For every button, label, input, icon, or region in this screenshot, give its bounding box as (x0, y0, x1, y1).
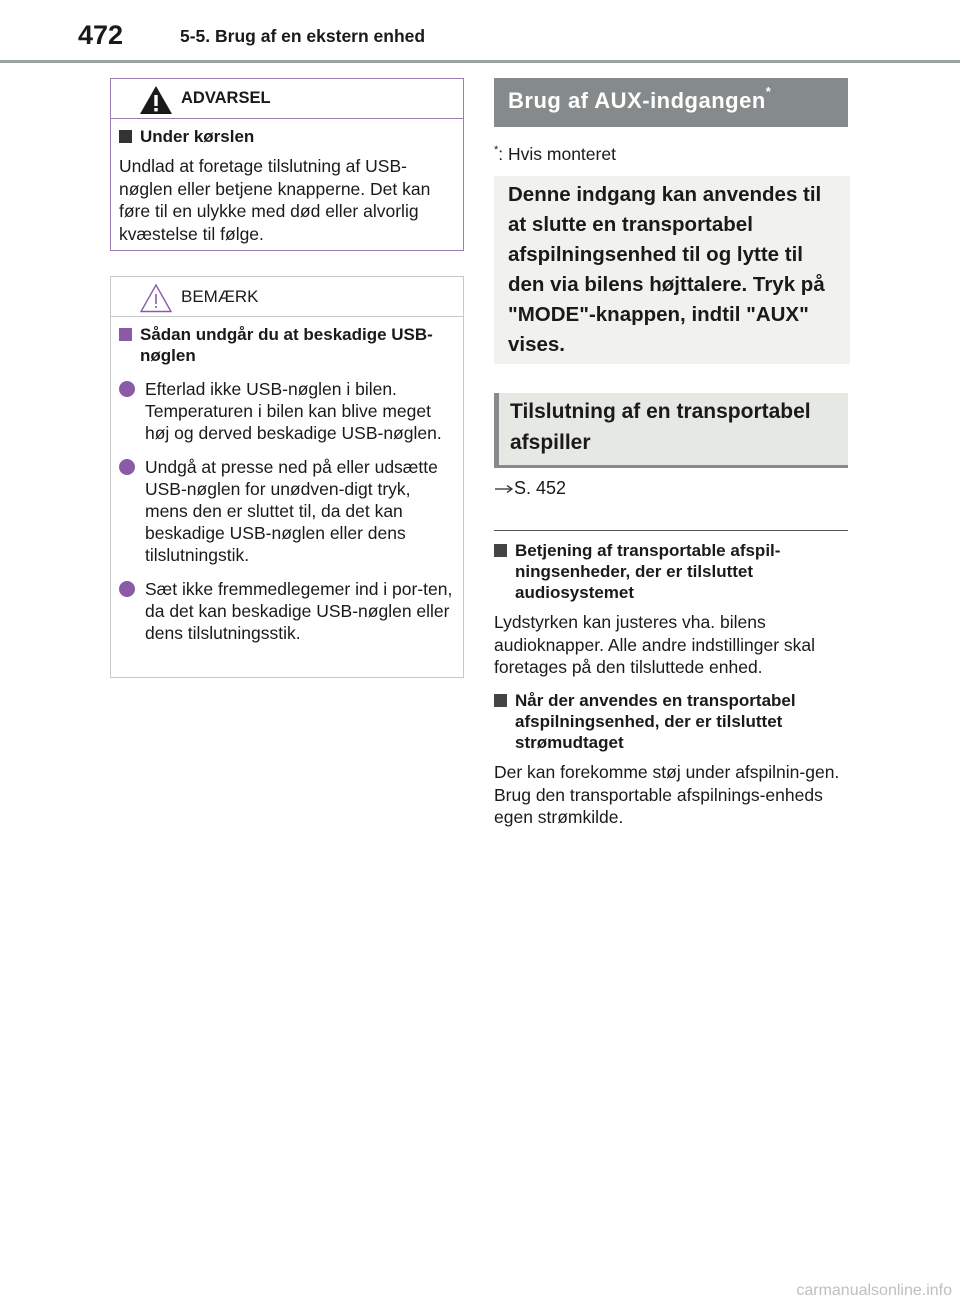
info-section (494, 688, 850, 829)
square-bullet-icon (119, 130, 132, 143)
info-heading (494, 540, 850, 603)
page-header (0, 0, 960, 64)
footnote (494, 144, 616, 165)
warning-box-header (111, 79, 463, 119)
info-heading-text: Når der anvendes en transportabel afspilningsenhed, der er tilsluttet strømudtaget (515, 691, 796, 752)
section-divider (494, 530, 848, 531)
notice-bullet (119, 378, 455, 444)
page-number: 472 (78, 20, 124, 50)
notice-bullet (119, 578, 455, 644)
intro-text: Denne indgang kan anvendes til at slutte en transportabel afspilningsenhed til og lytte til den via bilens højttalere. Tryk på "MODE"-knappen, indtil "AUX" vises. (508, 183, 825, 356)
info-text: Lydstyrken kan justeres vha. bilens audioknapper. Alle andre indstillinger skal foretages på den tilsluttede enhed. (494, 612, 816, 677)
notice-bullet-text: Sæt ikke fremmedlegemer ind i por-ten, da det kan beskadige USB-nøglen eller dens tilslutningsstik. (145, 579, 453, 643)
page-reference[interactable] (494, 478, 566, 499)
warning-box (110, 78, 464, 251)
subsection-title: Tilslutning af en transportabel afspiller (510, 400, 811, 454)
notice-body (111, 317, 463, 644)
warning-label: ADVARSEL (181, 89, 271, 107)
subsection-title-bar (494, 393, 848, 468)
warning-heading (119, 126, 455, 147)
warning-body (111, 119, 463, 245)
bullet-dot-icon (119, 459, 135, 475)
section-title-text: Brug af AUX-indgangen (508, 88, 766, 113)
notice-heading (119, 324, 455, 366)
notice-bullet-text: Efterlad ikke USB-nøglen i bilen. Temperaturen i bilen kan blive meget høj og derved beskadige USB-nøglen. (145, 379, 442, 443)
notice-label: BEMÆRK (181, 287, 259, 306)
chapter-title: 5-5. Brug af en ekstern enhed (180, 26, 426, 46)
warning-text: Undlad at foretage tilslutning af USB-nøglen eller betjene knapperne. Det kan føre til en ulykke med død eller alvorlig kvæstelse til følge. (119, 156, 431, 244)
notice-bullet (119, 456, 455, 566)
info-text: Der kan forekomme støj under afspilnin-gen. Brug den transportable afspilnings-enheds egen strømkilde. (494, 762, 840, 827)
info-heading (494, 690, 850, 753)
warning-icon (139, 85, 173, 115)
square-bullet-icon (119, 328, 132, 341)
square-bullet-icon (494, 544, 507, 557)
section-title (508, 84, 772, 114)
footnote-text: : Hvis monteret (498, 144, 616, 164)
square-bullet-icon (494, 694, 507, 707)
info-heading-text: Betjening af transportable afspil-ningsenheder, der er tilsluttet audiosystemet (515, 541, 781, 602)
bullet-dot-icon (119, 381, 135, 397)
section-title-bar (494, 78, 848, 127)
notice-box-header (111, 277, 463, 317)
intro-box (494, 176, 850, 364)
caution-outline-icon (139, 283, 173, 313)
arrow-right-icon (494, 484, 514, 494)
page-reference-text: S. 452 (514, 478, 567, 498)
notice-heading-text: Sådan undgår du at beskadige USB-nøglen (140, 325, 433, 365)
notice-box (110, 276, 464, 678)
info-section (494, 538, 850, 679)
header-divider (0, 60, 960, 63)
bullet-dot-icon (119, 581, 135, 597)
warning-heading-text: Under kørslen (140, 127, 255, 146)
watermark: carmanualsonline.info (796, 1282, 952, 1299)
footnote-mark: * (494, 144, 499, 157)
section-title-mark: * (765, 84, 772, 99)
notice-bullet-text: Undgå at presse ned på eller udsætte USB-nøglen for unødven-digt tryk, mens den er sluttet til, da det kan beskadige USB-nøglen eller dens tilslutningstik. (145, 457, 438, 565)
